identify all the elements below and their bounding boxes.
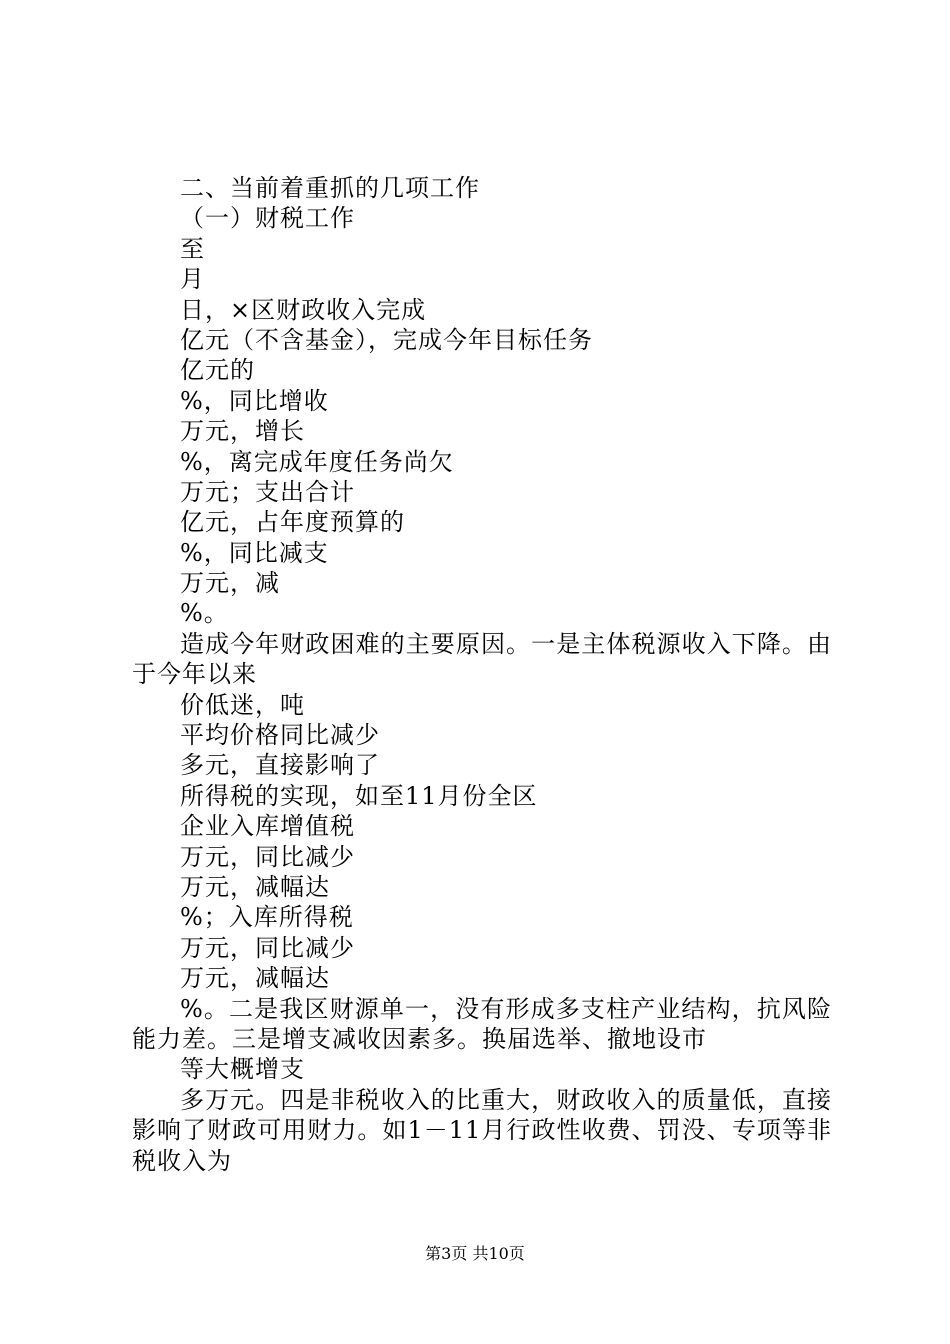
text-line: %，同比增收	[180, 386, 329, 415]
text-line: %，同比减支	[180, 538, 329, 567]
text-line: 月	[180, 265, 205, 294]
text-line: 万元，同比减少	[180, 842, 355, 871]
text-line: 平均价格同比减少	[180, 721, 380, 750]
page-number-label: 第3页 共10页	[425, 1244, 525, 1263]
text-line: 万元，减幅达	[180, 873, 330, 902]
text-line: 价低迷，吨	[180, 690, 305, 719]
document-body	[132, 173, 832, 1176]
text-line: %；入库所得税	[180, 903, 354, 932]
paragraph: %。二是我区财源单一，没有形成多支柱产业结构，抗风险能力差。三是增支减收因素多。换届选举、撤地设市	[132, 994, 832, 1053]
subsection-heading: （一）财税工作	[180, 204, 355, 233]
text-line: 日，×区财政收入完成	[180, 295, 427, 324]
section-heading: 二、当前着重抓的几项工作	[180, 174, 480, 202]
paragraph: 造成今年财政困难的主要原因。一是主体税源收入下降。由于今年以来	[132, 629, 832, 689]
text-line: 企业入库增值税	[180, 812, 355, 841]
text-line: 万元，减	[180, 569, 280, 598]
text-line: 亿元的	[180, 356, 255, 385]
page-footer	[0, 1244, 950, 1264]
text-line: 万元，减幅达	[180, 964, 330, 993]
text-line: %，离完成年度任务尚欠	[180, 447, 454, 476]
text-line: %。	[180, 599, 229, 628]
text-line: 多元，直接影响了	[180, 751, 380, 780]
text-line: 所得税的实现，如至11月份全区	[180, 781, 538, 810]
paragraph: 多万元。四是非税收入的比重大，财政收入的质量低，直接影响了财政可用财力。如1－11月行政性收费、罚没、专项等非税收入为	[132, 1085, 832, 1175]
text-line: 万元，同比减少	[180, 933, 355, 962]
text-line: 亿元，占年度预算的	[180, 508, 405, 537]
text-line: 等大概增支	[180, 1055, 305, 1084]
text-line: 万元；支出合计	[180, 477, 355, 506]
text-line: 万元，增长	[180, 417, 305, 446]
text-line: 至	[180, 234, 205, 263]
text-line: 亿元（不含基金），完成今年目标任务	[180, 325, 593, 354]
